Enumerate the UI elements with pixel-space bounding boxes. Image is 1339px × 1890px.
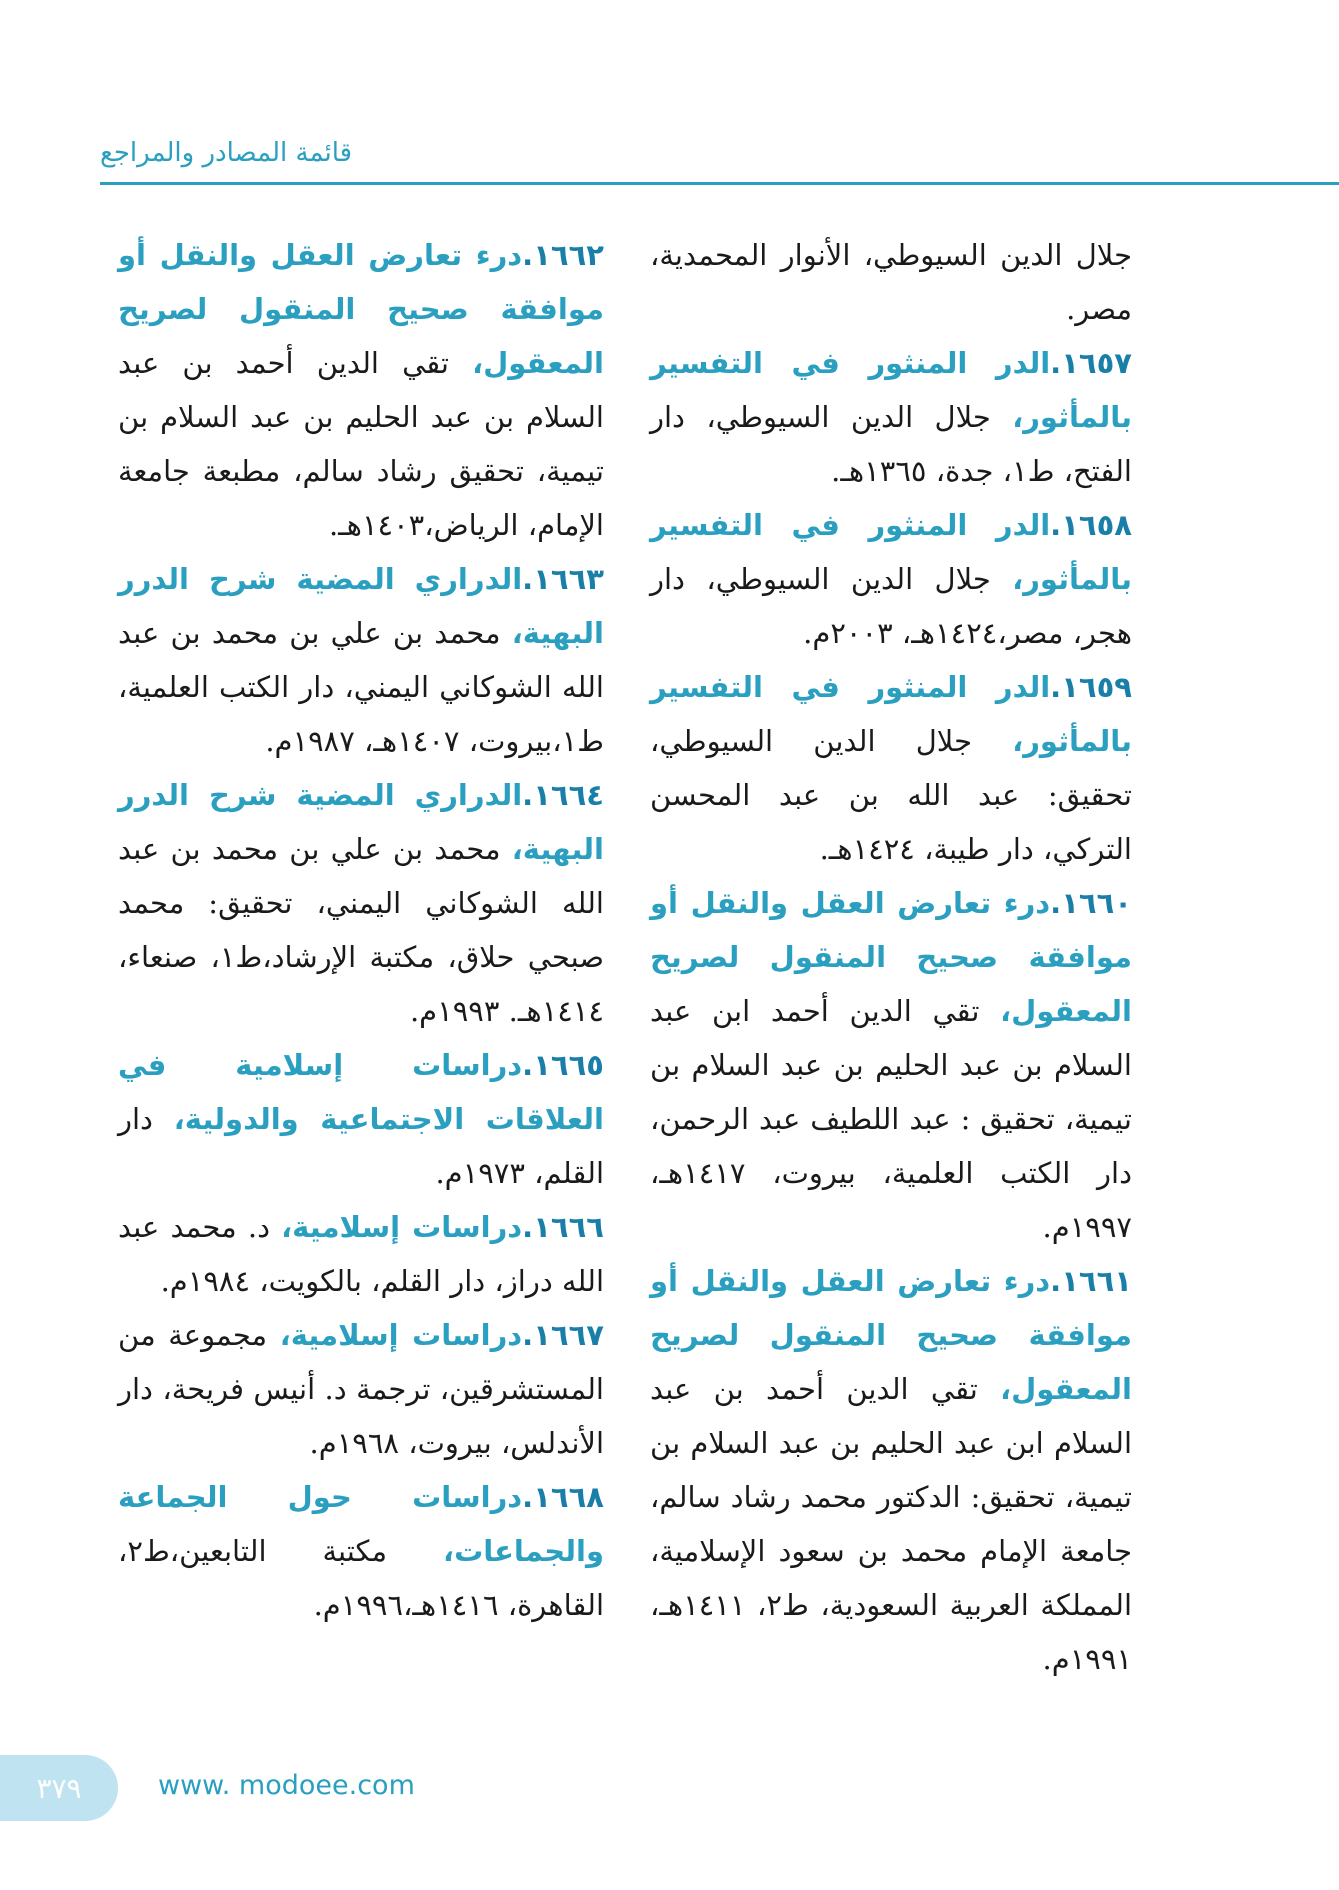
entry-text: تقي الدين أحمد بن عبد السلام بن عبد الحليم بن عبد السلام بن تيمية، تحقيق رشاد سالم، مطبعة جامعة الإمام، الرياض،١٤٠٣هـ. <box>118 346 604 542</box>
entry-title: دراسات إسلامية، <box>279 1318 523 1352</box>
entry-number: ١٦٦٣. <box>522 562 604 596</box>
entry-text: مكتبة التابعين،ط٢، القاهرة، ١٤١٦هـ،١٩٩٦م. <box>118 1534 604 1622</box>
entry-number: ١٦٦٨. <box>522 1480 604 1514</box>
reference-entry <box>118 768 604 1038</box>
reference-entry <box>650 660 1132 876</box>
entry-number: ١٦٥٨. <box>1050 508 1132 542</box>
entry-title: الدر المنثور في التفسير بالمأثور، <box>650 508 1132 596</box>
website-link[interactable]: www. modoee.com <box>158 1770 415 1801</box>
entry-title: درء تعارض العقل والنقل أو موافقة صحيح المنقول لصريح المعقول، <box>650 886 1132 1028</box>
entry-title: الدر المنثور في التفسير بالمأثور، <box>650 670 1132 758</box>
entry-title: دراسات حول الجماعة والجماعات، <box>118 1480 604 1568</box>
entry-text: محمد بن علي بن محمد بن عبد الله الشوكاني اليمني، تحقيق: محمد صبحي حلاق، مكتبة الإرشاد،ط١، صنعاء، ١٤١٤هـ. ١٩٩٣م. <box>118 832 604 1028</box>
reference-entry <box>650 228 1132 336</box>
entry-text: دار القلم، ١٩٧٣م. <box>118 1102 604 1190</box>
running-header-title: قائمة المصادر والمراجع <box>100 138 353 168</box>
entry-title: الدر المنثور في التفسير بالمأثور، <box>650 346 1132 434</box>
entry-text: محمد بن علي بن محمد بن عبد الله الشوكاني اليمني، دار الكتب العلمية، ط١،بيروت، ١٤٠٧هـ، ١٩٨٧م. <box>118 616 604 758</box>
entry-text: د. محمد عبد الله دراز، دار القلم، بالكويت، ١٩٨٤م. <box>118 1210 604 1298</box>
entry-number: ١٦٦٤. <box>522 778 604 812</box>
entry-number: ١٦٥٧. <box>1050 346 1132 380</box>
entry-title: الدراري المضية شرح الدرر البهية، <box>118 562 604 650</box>
reference-entry <box>650 336 1132 498</box>
entry-number: ١٦٦٠. <box>1050 886 1132 920</box>
entry-title: دراسات إسلامية في العلاقات الاجتماعية والدولية، <box>118 1048 604 1136</box>
entry-number: ١٦٦٢. <box>522 238 604 272</box>
reference-entry <box>118 1470 604 1632</box>
entry-number: ١٦٦١. <box>1050 1264 1132 1298</box>
reference-entry <box>118 1038 604 1200</box>
entry-text: جلال الدين السيوطي، دار الفتح، ط١، جدة، ١٣٦٥هـ. <box>650 400 1132 488</box>
entry-title: درء تعارض العقل والنقل أو موافقة صحيح المنقول لصريح المعقول، <box>118 238 604 380</box>
entry-text: جلال الدين السيوطي، الأنوار المحمدية، مصر. <box>650 238 1132 326</box>
header-rule <box>100 182 1339 185</box>
page-number-badge <box>0 1755 118 1821</box>
entry-text: تقي الدين أحمد ابن عبد السلام بن عبد الحليم بن عبد السلام بن تيمية، تحقيق : عبد اللطيف عبد الرحمن، دار الكتب العلمية، بيروت، ١٤١٧هـ، ١٩٩٧م. <box>650 994 1132 1244</box>
entry-text: جلال الدين السيوطي، تحقيق: عبد الله بن عبد المحسن التركي، دار طيبة، ١٤٢٤هـ. <box>650 724 1132 866</box>
entry-number: ١٦٦٥. <box>522 1048 604 1082</box>
entry-title: درء تعارض العقل والنقل أو موافقة صحيح المنقول لصريح المعقول، <box>650 1264 1132 1406</box>
reference-entry <box>118 552 604 768</box>
entry-number: ١٦٦٧. <box>522 1318 604 1352</box>
reference-entry <box>118 228 604 552</box>
entry-number: ١٦٥٩. <box>1050 670 1132 704</box>
page-number: ٣٧٩ <box>36 1771 82 1805</box>
entry-number: ١٦٦٦. <box>522 1210 604 1244</box>
entry-text: مجموعة من المستشرقين، ترجمة د. أنيس فريحة، دار الأندلس، بيروت، ١٩٦٨م. <box>118 1318 604 1460</box>
reference-entry <box>650 498 1132 660</box>
right-column <box>650 228 1132 1686</box>
reference-entry <box>650 876 1132 1254</box>
reference-entry <box>650 1254 1132 1686</box>
entry-title: دراسات إسلامية، <box>281 1210 523 1244</box>
reference-entry <box>118 1200 604 1308</box>
entry-text: تقي الدين أحمد بن عبد السلام ابن عبد الحليم بن عبد السلام بن تيمية، تحقيق: الدكتور محمد رشاد سالم، جامعة الإمام محمد بن سعود الإسلامية، المملكة العربية السعودية، ط٢، ١٤١١هـ، ١٩٩١م. <box>650 1372 1132 1676</box>
reference-entry <box>118 1308 604 1470</box>
entry-text: جلال الدين السيوطي، دار هجر، مصر،١٤٢٤هـ، ٢٠٠٣م. <box>650 562 1132 650</box>
entry-title: الدراري المضية شرح الدرر البهية، <box>118 778 604 866</box>
left-column <box>118 228 604 1632</box>
